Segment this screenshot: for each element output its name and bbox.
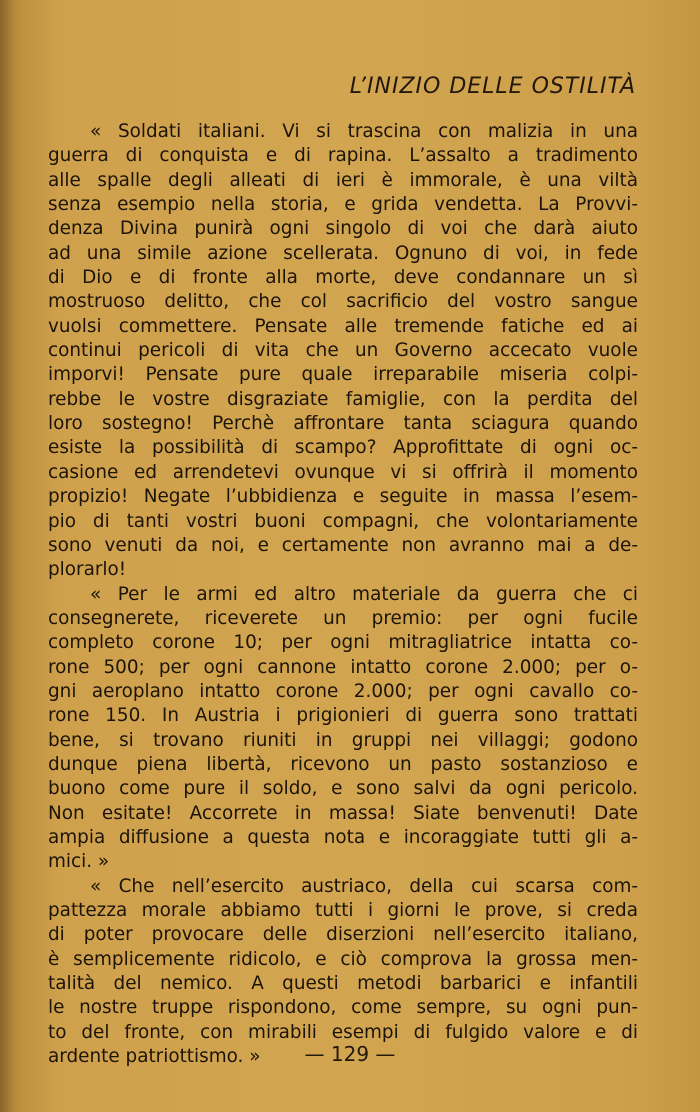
text-line: mostruoso delitto, che col sacrificio del vostro sangue [48,291,638,313]
text-line: consegnerete, riceverete un premio: per ogni fucile [48,607,638,629]
text-line: rone 500; per ogni cannone intatto corone 2.000; per o- [48,656,638,678]
text-line: Non esitate! Accorrete in massa! Siate benvenuti! Date [48,802,638,824]
text-line: sono venuti da noi, e certamente non avranno mai a de- [48,534,638,556]
text-line: pattezza morale abbiamo tutti i giorni le prove, si creda [48,900,638,921]
text-line: buono come pure il soldo, e sono salvi da ogni pericolo. [48,778,638,800]
text-line: guerra di conquista e di rapina. L’assalto a tradimento [48,145,638,167]
text-line: continui pericoli di vita che un Governo accecato vuole [48,340,638,362]
text-line: rebbe le vostre disgraziate famiglie, con la perdita del [48,388,638,410]
text-line: « Che nell’esercito austriaco, della cui scarsa com- [90,875,638,897]
text-line: alle spalle degli alleati di ieri è immorale, è una viltà [48,169,638,191]
text-line: gni aeroplano intatto corone 2.000; per ogni cavallo co- [48,680,638,702]
text-line: ardente patriottismo. » [48,1046,261,1068]
text-line: pio di tanti vostri buoni compagni, che volontariamente [48,510,638,532]
text-line: rone 150. In Austria i prigionieri di guerra sono trattati [48,705,638,727]
paragraph-3 [48,875,638,1070]
text-line: propizio! Negate l’ubbidienza e seguite in massa l’esem- [48,486,638,508]
text-line: ampia diffusione a questa nota e incoraggiate tutti gli a- [48,826,638,848]
text-line: « Soldati italiani. Vi si trascina con malizia in una [90,121,638,142]
text-line: mici. » [48,851,110,873]
text-line: loro sostegno! Perchè affrontare tanta sciagura quando [48,413,638,435]
running-head: L’INIZIO DELLE OSTILITÀ [349,74,636,99]
text-line: to del fronte, con mirabili esempi di fulgido valore e di [48,1021,638,1043]
paragraph-1 [48,120,638,583]
text-line: ad una simile azione scellerata. Ognuno di voi, in fede [48,242,638,264]
text-line: completo corone 10; per ogni mitragliatrice intatta co- [48,632,638,654]
text-line: le nostre truppe rispondono, come sempre, su ogni pun- [48,997,638,1019]
text-line: senza esempio nella storia, e grida vendetta. La Provvi- [48,194,638,216]
text-line: bene, si trovano riuniti in gruppi nei villaggi; godono [48,729,638,751]
text-line: denza Divina punirà ogni singolo di voi che darà aiuto [48,218,638,240]
text-line: è semplicemente ridicolo, e ciò comprova la grossa men- [48,948,638,970]
text-line: imporvi! Pensate pure quale irreparabile miseria colpi- [48,364,638,386]
text-line: « Per le armi ed altro materiale da guerra che ci [90,583,638,605]
paragraph-2 [48,583,638,875]
text-line: di Dio e di fronte alla morte, deve condannare un sì [48,267,638,289]
text-line: casione ed arrendetevi ovunque vi si offrirà il momento [48,461,638,483]
body-text [48,120,638,1069]
text-line: dunque piena libertà, ricevono un pasto sostanzioso e [48,753,638,775]
page-number: — 129 — [304,1042,396,1066]
text-line: talità del nemico. A questi metodi barbarici e infantili [48,973,638,995]
text-line: plorarlo! [48,559,127,581]
text-line: esiste la possibilità di scampo? Approfittate di ogni oc- [48,437,638,459]
text-line: di poter provocare delle diserzioni nell’esercito italiano, [48,924,638,946]
text-line: vuolsi commettere. Pensate alle tremende fatiche ed ai [48,315,638,337]
page-gutter-shadow [0,0,14,1112]
